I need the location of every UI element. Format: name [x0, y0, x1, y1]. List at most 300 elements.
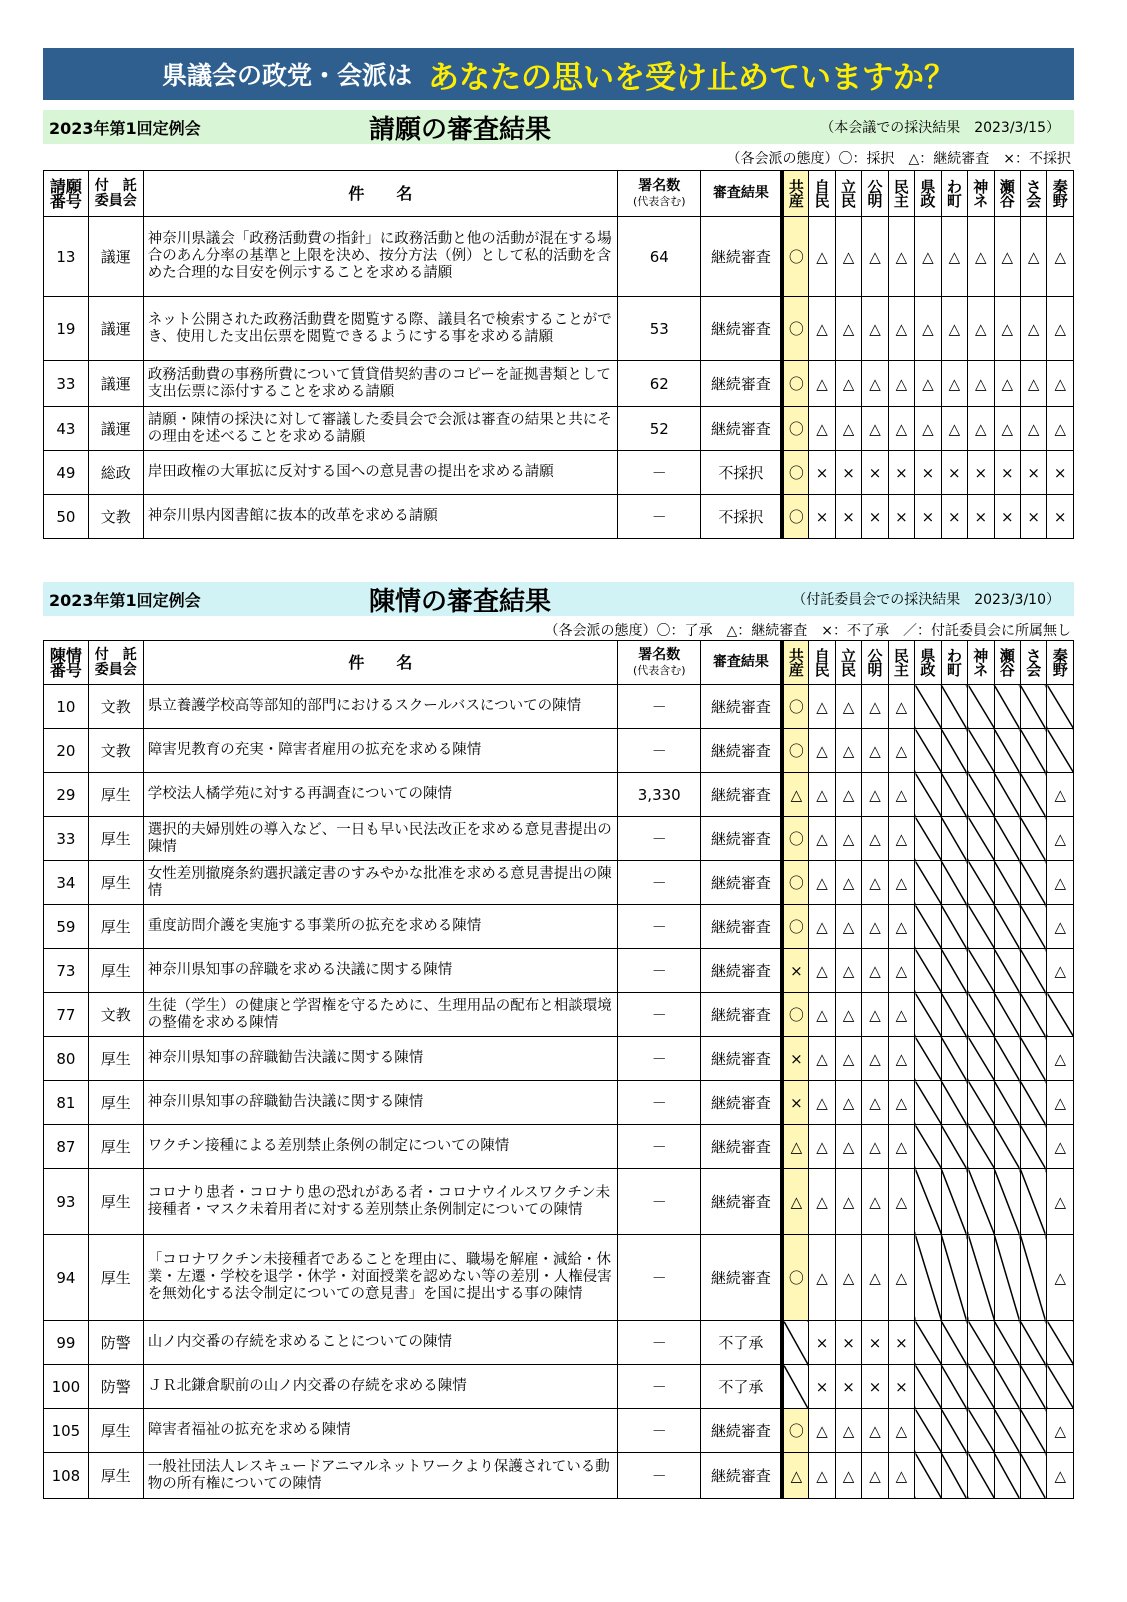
- table-row: [44, 729, 1074, 773]
- vote-slash-cell: [941, 1453, 967, 1499]
- vote-cell: △: [862, 361, 888, 407]
- vote-slash-cell: [1020, 861, 1046, 905]
- party-header: 県政: [915, 171, 941, 217]
- row-committee: 文教: [88, 993, 143, 1037]
- table-row: [44, 495, 1074, 539]
- vote-cell: △: [809, 949, 835, 993]
- vote-cell: △: [862, 729, 888, 773]
- vote-cell: △: [888, 949, 914, 993]
- row-number: 34: [44, 861, 89, 905]
- vote-cell: △: [862, 905, 888, 949]
- vote-cell: ×: [888, 1365, 914, 1409]
- vote-cell: △: [888, 297, 914, 361]
- vote-cell: 〇: [782, 817, 808, 861]
- row-committee: 厚生: [88, 817, 143, 861]
- vote-cell: △: [888, 1125, 914, 1169]
- row-result: 継続審査: [701, 1037, 782, 1081]
- row-signatures: 3,330: [618, 773, 701, 817]
- vote-cell: △: [862, 1235, 888, 1321]
- chinjo-note: （付託委員会での採決結果 2023/3/10）: [792, 592, 1060, 608]
- vote-slash-cell: [1020, 993, 1046, 1037]
- vote-cell: △: [1047, 817, 1074, 861]
- vote-cell: △: [941, 361, 967, 407]
- row-signatures: 52: [618, 407, 701, 451]
- party-header: 自民: [809, 171, 835, 217]
- vote-cell: △: [1047, 861, 1074, 905]
- vote-slash-cell: [994, 861, 1020, 905]
- row-subject: 神奈川県内図書館に抜本的改革を求める請願: [143, 495, 617, 539]
- row-result: 不了承: [701, 1321, 782, 1365]
- vote-cell: △: [888, 1409, 914, 1453]
- vote-cell: △: [809, 361, 835, 407]
- vote-cell: ×: [782, 949, 808, 993]
- vote-cell: △: [809, 905, 835, 949]
- party-header: さ会: [1020, 641, 1046, 685]
- row-result: 不採択: [701, 451, 782, 495]
- result-header: 審査結果: [701, 641, 782, 685]
- vote-cell: ×: [915, 451, 941, 495]
- vote-slash-cell: [994, 685, 1020, 729]
- row-signatures: －: [618, 817, 701, 861]
- row-committee: 厚生: [88, 1409, 143, 1453]
- subject-header: 件 名: [143, 641, 617, 685]
- row-committee: 議運: [88, 407, 143, 451]
- row-subject: 神奈川県知事の辞職勧告決議に関する陳情: [143, 1081, 617, 1125]
- vote-cell: △: [888, 1037, 914, 1081]
- vote-slash-cell: [994, 773, 1020, 817]
- vote-slash-cell: [1047, 993, 1074, 1037]
- vote-cell: △: [835, 1125, 861, 1169]
- row-result: 継続審査: [701, 729, 782, 773]
- row-number: 108: [44, 1453, 89, 1499]
- row-number: 87: [44, 1125, 89, 1169]
- vote-cell: △: [782, 773, 808, 817]
- result-header: 審査結果: [701, 171, 782, 217]
- vote-cell: 〇: [782, 905, 808, 949]
- signatures-header: [618, 171, 701, 217]
- row-result: 継続審査: [701, 817, 782, 861]
- row-committee: 厚生: [88, 1453, 143, 1499]
- signatures-sublabel: (代表含む): [632, 194, 686, 208]
- row-result: 継続審査: [701, 1169, 782, 1235]
- vote-cell: △: [835, 1453, 861, 1499]
- vote-cell: △: [994, 407, 1020, 451]
- vote-slash-cell: [915, 1169, 941, 1235]
- row-subject: ＪＲ北鎌倉駅前の山ノ内交番の存続を求める陳情: [143, 1365, 617, 1409]
- row-result: 継続審査: [701, 361, 782, 407]
- row-signatures: －: [618, 905, 701, 949]
- vote-slash-cell: [941, 817, 967, 861]
- party-header: 瀬谷: [994, 641, 1020, 685]
- vote-slash-cell: [968, 949, 994, 993]
- row-signatures: －: [618, 495, 701, 539]
- party-header: 民主: [888, 641, 914, 685]
- row-result: 継続審査: [701, 993, 782, 1037]
- vote-slash-cell: [994, 1235, 1020, 1321]
- vote-cell: ×: [809, 1321, 835, 1365]
- vote-cell: △: [835, 1409, 861, 1453]
- vote-cell: △: [941, 297, 967, 361]
- vote-slash-cell: [994, 1125, 1020, 1169]
- vote-cell: △: [835, 1169, 861, 1235]
- vote-slash-cell: [968, 729, 994, 773]
- header-row: [44, 171, 1074, 217]
- vote-cell: △: [809, 685, 835, 729]
- table-row: [44, 993, 1074, 1037]
- vote-cell: 〇: [782, 685, 808, 729]
- row-committee: 議運: [88, 217, 143, 297]
- vote-cell: △: [835, 729, 861, 773]
- vote-cell: ×: [862, 1321, 888, 1365]
- vote-cell: △: [862, 817, 888, 861]
- vote-cell: ×: [941, 495, 967, 539]
- vote-cell: △: [835, 1235, 861, 1321]
- row-number: 94: [44, 1235, 89, 1321]
- vote-cell: △: [862, 685, 888, 729]
- party-header: 秦野: [1047, 641, 1074, 685]
- vote-cell: △: [968, 361, 994, 407]
- row-subject: 学校法人橘学苑に対する再調査についての陳情: [143, 773, 617, 817]
- vote-cell: △: [888, 1453, 914, 1499]
- row-number: 80: [44, 1037, 89, 1081]
- vote-cell: △: [862, 1037, 888, 1081]
- vote-cell: △: [1047, 1235, 1074, 1321]
- petition-legend: （各会派の態度）〇：採択 △：継続審査 ×：不採択: [726, 151, 1071, 167]
- table-row: [44, 1409, 1074, 1453]
- vote-slash-cell: [941, 1409, 967, 1453]
- row-result: 継続審査: [701, 1125, 782, 1169]
- vote-cell: △: [1047, 1169, 1074, 1235]
- party-header: 立民: [835, 171, 861, 217]
- row-signatures: －: [618, 861, 701, 905]
- vote-cell: ×: [1020, 495, 1046, 539]
- table-row: [44, 1169, 1074, 1235]
- signatures-label: 署名数: [638, 177, 681, 194]
- vote-slash-cell: [994, 949, 1020, 993]
- vote-cell: △: [888, 993, 914, 1037]
- row-number: 73: [44, 949, 89, 993]
- vote-cell: ×: [862, 495, 888, 539]
- table-row: [44, 817, 1074, 861]
- vote-slash-cell: [1020, 729, 1046, 773]
- vote-slash-cell: [1020, 1037, 1046, 1081]
- row-number: 29: [44, 773, 89, 817]
- row-result: 継続審査: [701, 949, 782, 993]
- vote-cell: ×: [835, 1365, 861, 1409]
- row-subject: 生徒（学生）の健康と学習権を守るために、生理用品の配布と相談環境の整備を求める陳情: [143, 993, 617, 1037]
- vote-cell: △: [809, 407, 835, 451]
- vote-cell: △: [1020, 361, 1046, 407]
- vote-slash-cell: [994, 905, 1020, 949]
- table-row: [44, 361, 1074, 407]
- row-subject: 岸田政権の大軍拡に反対する国への意見書の提出を求める請願: [143, 451, 617, 495]
- vote-cell: △: [915, 297, 941, 361]
- vote-slash-cell: [968, 1235, 994, 1321]
- row-number: 19: [44, 297, 89, 361]
- subject-header: 件 名: [143, 171, 617, 217]
- number-header: 請願番号: [44, 171, 89, 217]
- row-signatures: －: [618, 1409, 701, 1453]
- vote-cell: △: [809, 1037, 835, 1081]
- party-header: 公明: [862, 641, 888, 685]
- row-result: 継続審査: [701, 1235, 782, 1321]
- vote-cell: ×: [835, 495, 861, 539]
- vote-cell: △: [862, 1409, 888, 1453]
- vote-slash-cell: [994, 1365, 1020, 1409]
- vote-slash-cell: [1020, 1321, 1046, 1365]
- vote-cell: ×: [862, 1365, 888, 1409]
- row-committee: 厚生: [88, 773, 143, 817]
- row-result: 継続審査: [701, 297, 782, 361]
- vote-slash-cell: [994, 729, 1020, 773]
- vote-cell: △: [941, 407, 967, 451]
- chinjo-legend: （各会派の態度）〇：了承 △：継続審査 ×：不了承 ／：付託委員会に所属無し: [544, 623, 1071, 639]
- table-row: [44, 1365, 1074, 1409]
- vote-cell: △: [835, 1037, 861, 1081]
- vote-slash-cell: [1020, 905, 1046, 949]
- vote-slash-cell: [1047, 1321, 1074, 1365]
- party-header: さ会: [1020, 171, 1046, 217]
- row-committee: 厚生: [88, 1081, 143, 1125]
- row-committee: 厚生: [88, 861, 143, 905]
- vote-slash-cell: [1020, 685, 1046, 729]
- vote-cell: ×: [888, 451, 914, 495]
- vote-cell: △: [862, 407, 888, 451]
- vote-slash-cell: [941, 1365, 967, 1409]
- vote-cell: 〇: [782, 993, 808, 1037]
- table-row: [44, 773, 1074, 817]
- vote-cell: △: [888, 773, 914, 817]
- vote-slash-cell: [994, 817, 1020, 861]
- vote-slash-cell: [915, 729, 941, 773]
- vote-cell: 〇: [782, 407, 808, 451]
- vote-cell: ×: [915, 495, 941, 539]
- vote-cell: ×: [1047, 451, 1074, 495]
- header-row: [44, 641, 1074, 685]
- row-number: 93: [44, 1169, 89, 1235]
- row-subject: 一般社団法人レスキュードアニマルネットワークより保護されている動物の所有権についての陳情: [143, 1453, 617, 1499]
- party-header: 県政: [915, 641, 941, 685]
- vote-slash-cell: [968, 685, 994, 729]
- row-signatures: －: [618, 1453, 701, 1499]
- banner-prefix: 県議会の政党・会派は: [161, 61, 412, 90]
- vote-cell: △: [862, 949, 888, 993]
- party-header: 神ネ: [968, 641, 994, 685]
- vote-slash-cell: [1020, 1169, 1046, 1235]
- row-subject: 山ノ内交番の存続を求めることについての陳情: [143, 1321, 617, 1365]
- vote-slash-cell: [915, 1365, 941, 1409]
- row-signatures: －: [618, 993, 701, 1037]
- vote-cell: ×: [1020, 451, 1046, 495]
- row-signatures: －: [618, 729, 701, 773]
- vote-cell: △: [915, 407, 941, 451]
- row-number: 50: [44, 495, 89, 539]
- row-number: 81: [44, 1081, 89, 1125]
- vote-slash-cell: [915, 685, 941, 729]
- vote-cell: △: [809, 1125, 835, 1169]
- vote-cell: 〇: [782, 361, 808, 407]
- vote-cell: △: [862, 993, 888, 1037]
- table-row: [44, 217, 1074, 297]
- row-subject: 県立養護学校高等部知的部門におけるスクールバスについての陳情: [143, 685, 617, 729]
- table-row: [44, 1081, 1074, 1125]
- vote-cell: △: [888, 1169, 914, 1235]
- vote-slash-cell: [941, 1037, 967, 1081]
- vote-cell: △: [862, 1169, 888, 1235]
- vote-cell: △: [809, 1409, 835, 1453]
- vote-slash-cell: [782, 1365, 808, 1409]
- row-committee: 厚生: [88, 1235, 143, 1321]
- vote-slash-cell: [915, 905, 941, 949]
- vote-cell: ×: [782, 1037, 808, 1081]
- vote-cell: △: [782, 1453, 808, 1499]
- row-number: 20: [44, 729, 89, 773]
- row-subject: 神奈川県知事の辞職を求める決議に関する陳情: [143, 949, 617, 993]
- vote-slash-cell: [915, 1321, 941, 1365]
- row-committee: 議運: [88, 297, 143, 361]
- vote-slash-cell: [994, 1453, 1020, 1499]
- petition-table: [43, 170, 1074, 539]
- vote-slash-cell: [1020, 773, 1046, 817]
- vote-cell: ×: [968, 451, 994, 495]
- vote-cell: △: [835, 773, 861, 817]
- vote-slash-cell: [994, 993, 1020, 1037]
- petition-title: 請願の審査結果: [369, 114, 552, 145]
- vote-cell: △: [835, 905, 861, 949]
- vote-cell: △: [888, 685, 914, 729]
- vote-slash-cell: [968, 1125, 994, 1169]
- vote-cell: △: [888, 817, 914, 861]
- vote-slash-cell: [1020, 817, 1046, 861]
- vote-slash-cell: [968, 861, 994, 905]
- vote-slash-cell: [968, 773, 994, 817]
- row-subject: コロナり患者・コロナり患の恐れがある者・コロナウイルスワクチン未接種者・マスク未着用者に対する差別禁止条例制定についての陳情: [143, 1169, 617, 1235]
- vote-cell: △: [809, 1235, 835, 1321]
- table-row: [44, 1453, 1074, 1499]
- row-result: 継続審査: [701, 773, 782, 817]
- vote-slash-cell: [968, 993, 994, 1037]
- row-signatures: －: [618, 685, 701, 729]
- table-row: [44, 1037, 1074, 1081]
- vote-cell: △: [782, 1125, 808, 1169]
- vote-slash-cell: [1020, 949, 1046, 993]
- vote-slash-cell: [1020, 1409, 1046, 1453]
- row-subject: 障害者福祉の拡充を求める陳情: [143, 1409, 617, 1453]
- row-committee: 厚生: [88, 1037, 143, 1081]
- vote-slash-cell: [941, 993, 967, 1037]
- vote-cell: △: [888, 1235, 914, 1321]
- banner: [43, 48, 1074, 100]
- row-number: 33: [44, 361, 89, 407]
- vote-slash-cell: [941, 685, 967, 729]
- row-subject: 選択的夫婦別姓の導入など、一日も早い民法改正を求める意見書提出の陳情: [143, 817, 617, 861]
- vote-cell: △: [809, 773, 835, 817]
- row-number: 13: [44, 217, 89, 297]
- party-header: 自民: [809, 641, 835, 685]
- vote-slash-cell: [941, 729, 967, 773]
- row-result: 不採択: [701, 495, 782, 539]
- vote-cell: △: [1047, 1453, 1074, 1499]
- vote-slash-cell: [1020, 1365, 1046, 1409]
- vote-cell: △: [809, 861, 835, 905]
- row-signatures: －: [618, 1081, 701, 1125]
- vote-cell: △: [968, 297, 994, 361]
- vote-cell: 〇: [782, 729, 808, 773]
- vote-cell: △: [968, 217, 994, 297]
- table-row: [44, 905, 1074, 949]
- row-signatures: 64: [618, 217, 701, 297]
- vote-cell: △: [809, 297, 835, 361]
- vote-slash-cell: [915, 1409, 941, 1453]
- number-header: 陳情番号: [44, 641, 89, 685]
- chinjo-table: [43, 640, 1074, 1499]
- vote-cell: △: [835, 297, 861, 361]
- row-subject: 政務活動費の事務所費について賃貸借契約書のコピーを証拠書類として支出伝票に添付することを求める請願: [143, 361, 617, 407]
- row-result: 継続審査: [701, 217, 782, 297]
- row-signatures: －: [618, 1321, 701, 1365]
- vote-cell: △: [1047, 1037, 1074, 1081]
- row-result: 継続審査: [701, 1081, 782, 1125]
- table-row: [44, 451, 1074, 495]
- vote-cell: ×: [809, 1365, 835, 1409]
- vote-cell: △: [862, 1125, 888, 1169]
- signatures-header: [618, 641, 701, 685]
- vote-slash-cell: [941, 1081, 967, 1125]
- vote-cell: △: [888, 1081, 914, 1125]
- row-subject: 重度訪問介護を実施する事業所の拡充を求める陳情: [143, 905, 617, 949]
- petition-section-header: [43, 110, 1074, 144]
- row-signatures: －: [618, 1037, 701, 1081]
- vote-slash-cell: [1020, 1235, 1046, 1321]
- row-signatures: －: [618, 949, 701, 993]
- vote-slash-cell: [941, 1321, 967, 1365]
- row-signatures: －: [618, 1235, 701, 1321]
- row-result: 継続審査: [701, 1409, 782, 1453]
- vote-slash-cell: [915, 1453, 941, 1499]
- party-header: 公明: [862, 171, 888, 217]
- vote-slash-cell: [994, 1321, 1020, 1365]
- vote-cell: △: [835, 685, 861, 729]
- vote-slash-cell: [1047, 729, 1074, 773]
- vote-cell: △: [1020, 217, 1046, 297]
- vote-cell: △: [888, 407, 914, 451]
- vote-cell: △: [1047, 949, 1074, 993]
- row-committee: 防警: [88, 1365, 143, 1409]
- vote-slash-cell: [941, 773, 967, 817]
- party-header: 立民: [835, 641, 861, 685]
- table-row: [44, 1125, 1074, 1169]
- vote-cell: △: [968, 407, 994, 451]
- row-committee: 文教: [88, 729, 143, 773]
- committee-header: 付 託委員会: [88, 641, 143, 685]
- vote-cell: ×: [888, 1321, 914, 1365]
- vote-slash-cell: [968, 1453, 994, 1499]
- party-header: 共産: [782, 171, 808, 217]
- vote-slash-cell: [915, 861, 941, 905]
- chinjo-section-header: [43, 582, 1074, 616]
- row-number: 49: [44, 451, 89, 495]
- vote-slash-cell: [915, 1037, 941, 1081]
- vote-cell: △: [1047, 1409, 1074, 1453]
- vote-slash-cell: [915, 949, 941, 993]
- vote-slash-cell: [1047, 685, 1074, 729]
- vote-cell: ×: [809, 451, 835, 495]
- party-header: 共産: [782, 641, 808, 685]
- vote-cell: △: [835, 1081, 861, 1125]
- party-header: 神ネ: [968, 171, 994, 217]
- row-result: 継続審査: [701, 861, 782, 905]
- row-subject: 障害児教育の充実・障害者雇用の拡充を求める陳情: [143, 729, 617, 773]
